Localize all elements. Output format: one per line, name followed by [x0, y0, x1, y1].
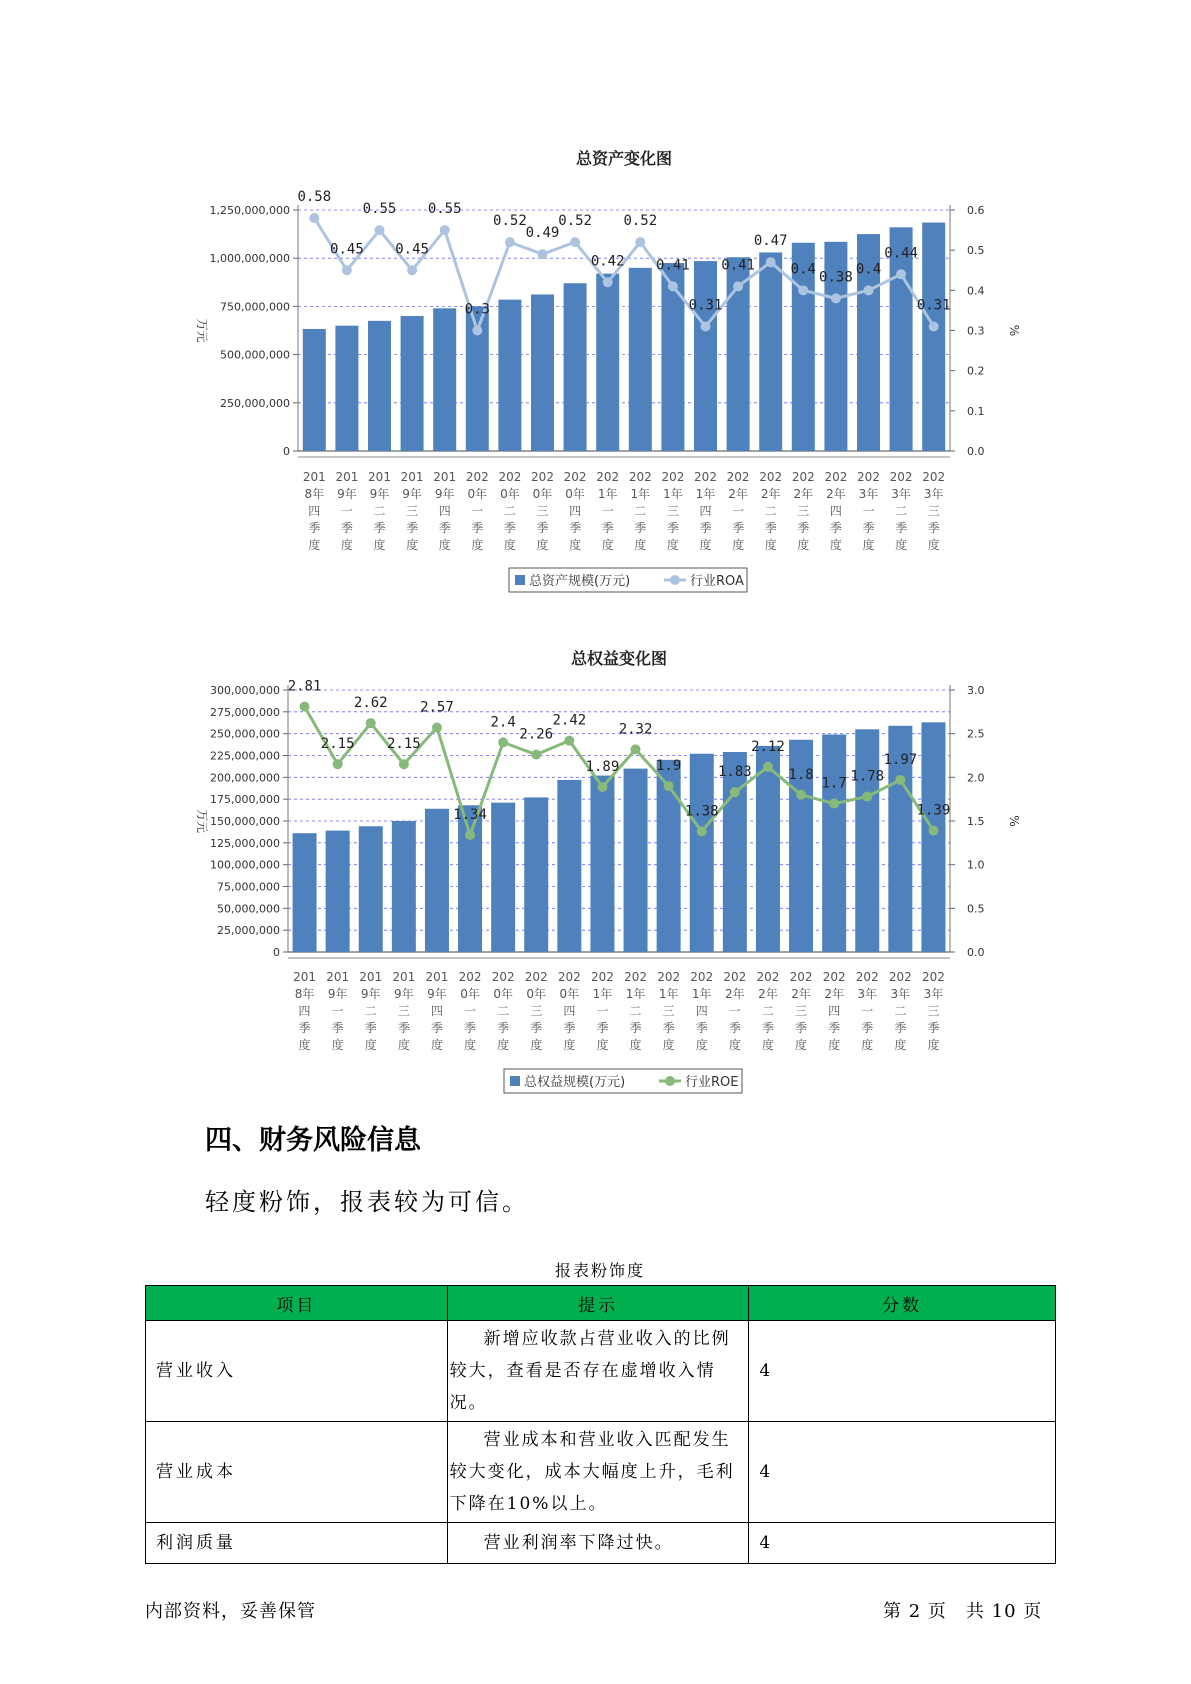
- risk-summary: 轻度粉饰，报表较为可信。: [205, 1188, 529, 1216]
- table-header-row: [146, 1286, 1056, 1321]
- line-point: [399, 759, 409, 769]
- x-tick-label: 202 0年二季度: [498, 470, 522, 552]
- x-tick-label: 202 3年一季度: [855, 970, 879, 1052]
- bar: [524, 797, 548, 952]
- header-hint: 提示: [447, 1286, 749, 1321]
- x-tick-label: 202 2年四季度: [822, 970, 846, 1052]
- x-tick-label: 202 2年二季度: [756, 970, 780, 1052]
- data-label: 0.4: [855, 261, 882, 278]
- row-hint: 新增应收款占营业收入的比例较大，查看是否存在虚增收入情况。: [447, 1321, 749, 1422]
- data-label: 0.45: [395, 241, 429, 258]
- x-tick-label: 201 9年四季度: [425, 970, 449, 1052]
- right-tick-label: 0.0: [967, 445, 985, 458]
- left-tick-label: 250,000,000: [220, 396, 290, 410]
- data-label: 0.31: [688, 297, 723, 314]
- left-tick-label: 1,000,000,000: [209, 252, 290, 266]
- chart-title: 总资产变化图: [575, 149, 673, 168]
- header-score: 分数: [749, 1286, 1056, 1321]
- x-tick-label: 202 2年三季度: [789, 970, 813, 1052]
- left-tick-label: 125,000,000: [210, 836, 280, 850]
- x-tick-label: 202 2年一季度: [726, 470, 750, 552]
- line-point: [465, 830, 475, 840]
- x-tick-label: 202 3年二季度: [888, 970, 912, 1052]
- left-tick-label: 0: [273, 946, 280, 959]
- left-tick-label: 50,000,000: [217, 902, 280, 916]
- row-hint: 营业利润率下降过快。: [447, 1523, 749, 1564]
- left-tick-label: 0: [283, 445, 290, 458]
- data-label: 0.41: [721, 257, 755, 274]
- left-tick-label: 300,000,000: [210, 684, 280, 697]
- data-label: 0.3: [464, 301, 490, 318]
- data-label: 0.42: [590, 253, 625, 270]
- x-tick-label: 202 3年一季度: [857, 470, 880, 552]
- data-label: 1.8: [788, 766, 814, 783]
- x-tick-label: 202 0年二季度: [491, 970, 515, 1052]
- right-tick-label: 0.0: [967, 946, 985, 959]
- right-tick-label: 0.1: [967, 404, 985, 418]
- data-label: 1.89: [585, 758, 620, 775]
- bar: [690, 754, 714, 952]
- data-label: 2.26: [519, 726, 554, 743]
- bar: [921, 722, 945, 952]
- data-label: 0.52: [558, 213, 592, 230]
- data-label: 2.32: [618, 721, 653, 738]
- left-tick-label: 175,000,000: [210, 793, 280, 807]
- data-label: 1.97: [883, 751, 918, 768]
- left-tick-label: 225,000,000: [210, 749, 280, 763]
- table-row: [146, 1422, 1056, 1523]
- x-tick-label: 201 9年二季度: [359, 970, 383, 1052]
- legend-bar-label: 总权益规模(万元): [524, 1075, 626, 1090]
- footer-page-number: 第 2 页 共 10 页: [883, 1601, 1043, 1622]
- left-tick-label: 275,000,000: [210, 705, 280, 719]
- line-point: [432, 723, 442, 733]
- data-label: 2.12: [751, 738, 785, 755]
- legend-bar-label: 总资产规模(万元): [529, 574, 631, 589]
- line-point: [829, 799, 839, 809]
- x-tick-label: 202 2年三季度: [791, 470, 815, 552]
- data-label: 0.41: [656, 257, 690, 274]
- x-tick-label: 201 8年四季度: [302, 470, 326, 552]
- x-tick-label: 202 1年二季度: [624, 970, 648, 1052]
- data-label: 0.52: [493, 213, 527, 230]
- x-tick-label: 202 0年一季度: [458, 970, 482, 1052]
- left-tick-label: 1,250,000,000: [209, 204, 290, 217]
- x-tick-label: 202 0年一季度: [465, 470, 489, 552]
- data-label: 2.57: [420, 699, 454, 716]
- bar: [590, 776, 614, 952]
- data-label: 2.15: [386, 736, 421, 753]
- x-tick-label: 201 9年三季度: [392, 970, 416, 1052]
- data-label: 1.34: [453, 806, 487, 823]
- data-label: 0.58: [297, 189, 332, 206]
- left-tick-label: 250,000,000: [210, 727, 280, 741]
- line-point: [564, 736, 574, 746]
- data-label: 2.15: [320, 736, 355, 753]
- row-item: 营业成本: [146, 1422, 448, 1523]
- left-axis-title: 万元: [195, 318, 209, 343]
- data-label: 0.45: [330, 241, 364, 258]
- legend-bar-swatch: [510, 1076, 520, 1086]
- data-label: 2.42: [552, 712, 587, 729]
- data-label: 1.39: [916, 802, 951, 819]
- line-point: [498, 737, 508, 747]
- x-tick-label: 202 1年二季度: [628, 470, 652, 552]
- table-row: [146, 1523, 1056, 1564]
- data-label: 1.7: [821, 775, 847, 792]
- left-axis-title: 万元: [195, 808, 209, 834]
- right-axis-title: %: [1007, 324, 1021, 337]
- footer-confidential: 内部资料，妥善保管: [145, 1601, 316, 1622]
- x-tick-label: 202 0年三季度: [531, 470, 554, 552]
- bar: [491, 803, 515, 952]
- data-label: 0.4: [790, 261, 816, 278]
- x-tick-label: 202 1年四季度: [694, 470, 717, 552]
- x-tick-label: 202 2年四季度: [824, 470, 848, 552]
- bar: [624, 769, 648, 952]
- x-tick-label: 201 9年三季度: [400, 470, 424, 552]
- bar: [723, 752, 747, 952]
- bar: [425, 809, 449, 952]
- line-point: [895, 775, 905, 785]
- right-tick-label: 0.6: [967, 204, 985, 217]
- right-tick-label: 3.0: [967, 684, 985, 697]
- x-tick-label: 202 3年三季度: [922, 470, 946, 552]
- row-item: 利润质量: [146, 1523, 448, 1564]
- bar: [326, 831, 350, 952]
- bar: [458, 805, 482, 952]
- x-tick-label: 201 9年二季度: [368, 470, 391, 552]
- line-point: [730, 787, 740, 797]
- line-point: [763, 762, 773, 772]
- x-tick-label: 202 1年一季度: [596, 470, 620, 552]
- line-point: [597, 782, 607, 792]
- bar: [855, 729, 879, 952]
- line-point: [928, 826, 938, 836]
- row-hint: 营业成本和营业收入匹配发生较大变化，成本大幅度上升，毛利下降在10%以上。: [447, 1422, 749, 1523]
- left-tick-label: 500,000,000: [220, 348, 290, 362]
- data-label: 0.49: [525, 225, 560, 242]
- left-tick-label: 750,000,000: [220, 300, 290, 314]
- x-tick-label: 201 8年四季度: [293, 970, 317, 1052]
- x-tick-label: 202 2年二季度: [759, 470, 783, 552]
- legend-line-label: 行业ROA: [690, 574, 744, 589]
- left-tick-label: 25,000,000: [217, 924, 280, 938]
- left-tick-label: 75,000,000: [217, 880, 280, 894]
- data-label: 0.31: [916, 297, 951, 314]
- right-tick-label: 2.5: [967, 727, 985, 741]
- data-label: 2.62: [353, 695, 388, 712]
- line-point: [862, 792, 872, 802]
- row-score: 4: [749, 1422, 1056, 1523]
- bar: [822, 735, 846, 952]
- right-axis-title: %: [1007, 815, 1021, 827]
- row-score: 4: [749, 1523, 1056, 1564]
- table-caption: 报表粉饰度: [554, 1261, 645, 1280]
- data-label: 1.83: [717, 764, 752, 781]
- left-tick-label: 150,000,000: [210, 815, 280, 828]
- header-item: 项目: [146, 1286, 448, 1321]
- right-tick-label: 0.4: [967, 284, 985, 298]
- x-tick-label: 201 9年一季度: [335, 470, 359, 552]
- data-label: 0.47: [753, 233, 788, 250]
- section-heading: 四、财务风险信息: [205, 1125, 421, 1156]
- x-tick-label: 202 1年一季度: [590, 970, 614, 1052]
- bar: [392, 821, 416, 952]
- right-tick-label: 0.5: [967, 902, 985, 916]
- row-score: 4: [749, 1321, 1056, 1422]
- data-label: 0.52: [623, 213, 658, 230]
- line-point: [697, 826, 707, 836]
- line-point: [796, 790, 806, 800]
- bar: [359, 826, 383, 952]
- x-tick-label: 202 0年三季度: [524, 970, 548, 1052]
- data-label: 1.38: [684, 803, 719, 820]
- right-tick-label: 0.3: [967, 324, 985, 338]
- x-tick-label: 202 1年三季度: [657, 970, 681, 1052]
- legend-line-marker: [665, 1076, 675, 1086]
- x-tick-label: 202 2年一季度: [723, 970, 747, 1052]
- data-label: 2.4: [490, 714, 516, 731]
- data-label: 0.38: [819, 269, 853, 286]
- line-point: [333, 759, 343, 769]
- risk-table: [145, 1285, 1056, 1564]
- right-tick-label: 1.5: [967, 815, 985, 828]
- x-tick-label: 201 9年四季度: [433, 470, 457, 552]
- data-label: 2.81: [287, 678, 322, 695]
- right-tick-label: 0.2: [967, 364, 985, 378]
- right-tick-label: 1.0: [967, 858, 985, 872]
- x-tick-label: 202 3年三季度: [921, 970, 945, 1052]
- left-tick-label: 200,000,000: [210, 771, 280, 785]
- bar: [756, 746, 780, 952]
- right-tick-label: 0.5: [967, 244, 985, 258]
- data-label: 0.44: [884, 245, 918, 262]
- line-point: [300, 702, 310, 712]
- bar: [293, 833, 317, 952]
- line-point: [366, 718, 376, 728]
- row-item: 营业收入: [146, 1321, 448, 1422]
- x-tick-label: 201 9年一季度: [326, 970, 350, 1052]
- data-label: 1.9: [656, 758, 682, 775]
- line-point: [664, 781, 674, 791]
- x-tick-label: 202 0年四季度: [563, 470, 587, 552]
- data-label: 0.55: [362, 201, 397, 218]
- right-tick-label: 2.0: [967, 771, 985, 785]
- bar: [557, 780, 581, 952]
- x-tick-label: 202 0年四季度: [557, 970, 581, 1052]
- line-point: [631, 744, 641, 754]
- table-row: [146, 1321, 1056, 1422]
- data-label: 1.78: [850, 768, 885, 785]
- x-tick-label: 202 1年三季度: [661, 470, 685, 552]
- chart-title: 总权益变化图: [570, 649, 668, 668]
- x-tick-label: 202 1年四季度: [690, 970, 714, 1052]
- x-tick-label: 202 3年二季度: [889, 470, 913, 552]
- line-point: [531, 750, 541, 760]
- data-label: 0.55: [427, 201, 462, 218]
- legend-line-label: 行业ROE: [685, 1075, 739, 1090]
- left-tick-label: 100,000,000: [210, 858, 280, 872]
